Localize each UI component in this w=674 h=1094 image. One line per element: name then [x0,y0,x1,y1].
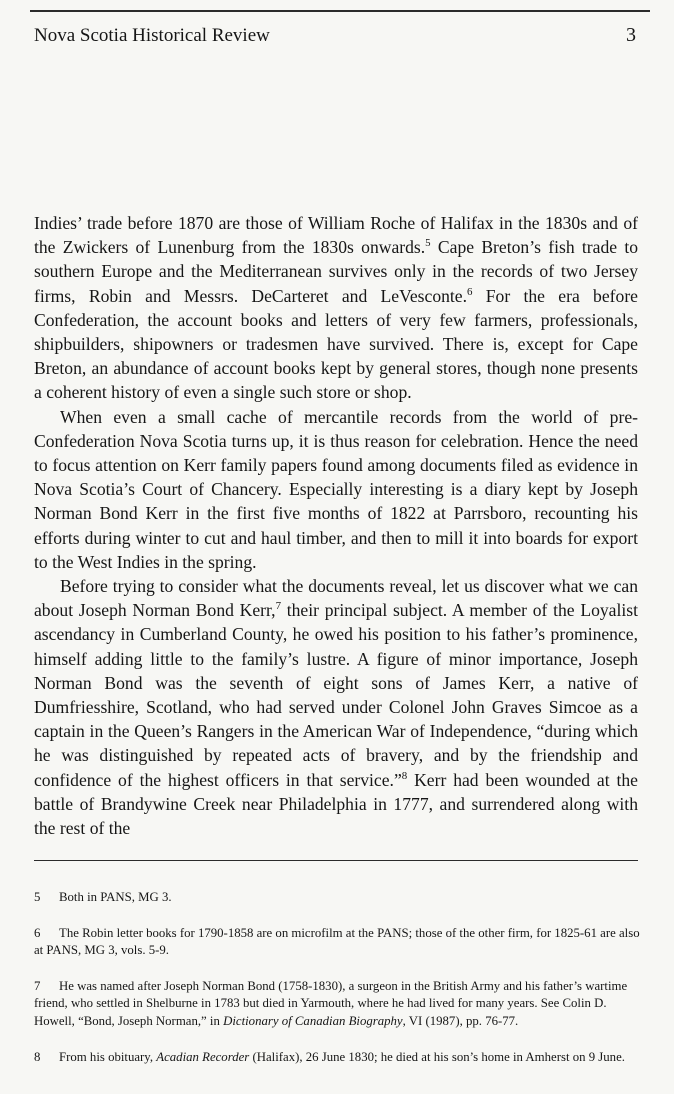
paragraph-1 [34,211,638,405]
footnote-7 [34,978,640,1031]
footnote-ref-7: 7 [275,600,282,613]
footnote-text: The Robin letter books for 1790-1858 are on microfilm at the PANS; those of the other firm, for 1825-61 are also at PANS, MG 3, vols. 5-9. [34,925,640,958]
footnote-number: 6 [34,925,41,940]
page-number: 3 [626,24,636,46]
footnote-number: 8 [34,1049,41,1064]
footnote-rule [34,860,638,861]
footnote-6 [34,925,640,960]
footnote-text: From his obituary, [59,1049,157,1064]
footnote-8 [34,1049,640,1067]
footnotes [34,889,640,1084]
article-body [34,211,638,840]
text-segment: Indies’ trade before 1870 are those of William Roche of Halifax in the 1830s and of the Zwickers of Lunenburg from the 1830s onwards. [34,213,638,258]
paragraph-2: When even a small cache of mercantile records from the world of pre-Confederation Nova Scotia turns up, it is thus reason for celebration. Hence the need to focus attention on Kerr family papers found among documents filed as evidence in Nova Scotia’s Court of Chancery. Especially interesting is a diary kept by Joseph Norman Bond Kerr in the first five months of 1822 at Parrsboro, recounting his efforts during winter to cut and haul timber, and then to mill it into boards for export to the West Indies in the spring. [34,406,638,572]
running-header [34,24,640,52]
footnote-5 [34,889,640,907]
text-segment: Cape Breton’s fish trade to southern Europe and the Mediterranean survives only in the records of two Jersey firms, Robin and Messrs. DeCarteret and LeVesconte. [34,237,639,306]
footnote-text: He was named after Joseph Norman Bond (1758-1830), a surgeon in the British Army and his father’s wartime friend, who settled in Shelburne in 1783 but died in Yarmouth, where he had lived for many years. See Colin D. Howell, “Bond, Joseph Norman,” in [34,978,628,1028]
footnote-title: Acadian Recorder [156,1049,250,1064]
text-segment: their principal subject. A member of the Loyalist ascendancy in Cumberland County, he owed his position to his father’s prominence, himself adding little to the family’s lustre. A figure of minor importance, Joseph Norman Bond was the seventh of eight sons of James Kerr, a native of Dumfriesshire, Scotland, who had served under Colonel John Graves Simcoe as a captain in the Queen’s Rangers in the American War of Independence, “during which he was distinguished by repeated acts of bravery, and by the friendship and confidence of the highest officers in that service.” [34,600,638,790]
footnote-text: Both in PANS, MG 3. [59,890,172,904]
footnote-text: , VI (1987), pp. 76-77. [402,1013,519,1028]
footnote-number: 7 [34,978,41,993]
footnote-number: 5 [34,890,41,904]
footnote-ref-8: 8 [401,769,408,782]
text-segment: Kerr had been wounded at the battle of Brandywine Creek near Philadelphia in 1777, and surrendered along with the rest of the [34,769,638,839]
footnote-ref-5: 5 [425,237,431,250]
text-segment: For the era before Confederation, the account books and letters of very few farmers, professionals, shipbuilders, shipowners or tradesmen have survived. There is, except for Cape Breton, an abundance of account books kept by general stores, though none presents a coherent history of even a single such store or shop. [34,285,638,403]
footnote-title: Dictionary of Canadian Biography [223,1013,403,1028]
top-rule [30,10,650,12]
footnote-text: (Halifax), 26 June 1830; he died at his son’s home in Amherst on 9 June. [249,1049,625,1064]
paragraph-3 [34,574,638,840]
text-segment: Before trying to consider what the documents reveal, let us discover what we can about Joseph Norman Bond Kerr, [34,576,638,621]
footnote-ref-6: 6 [467,285,473,298]
journal-title: Nova Scotia Historical Review [34,25,270,46]
